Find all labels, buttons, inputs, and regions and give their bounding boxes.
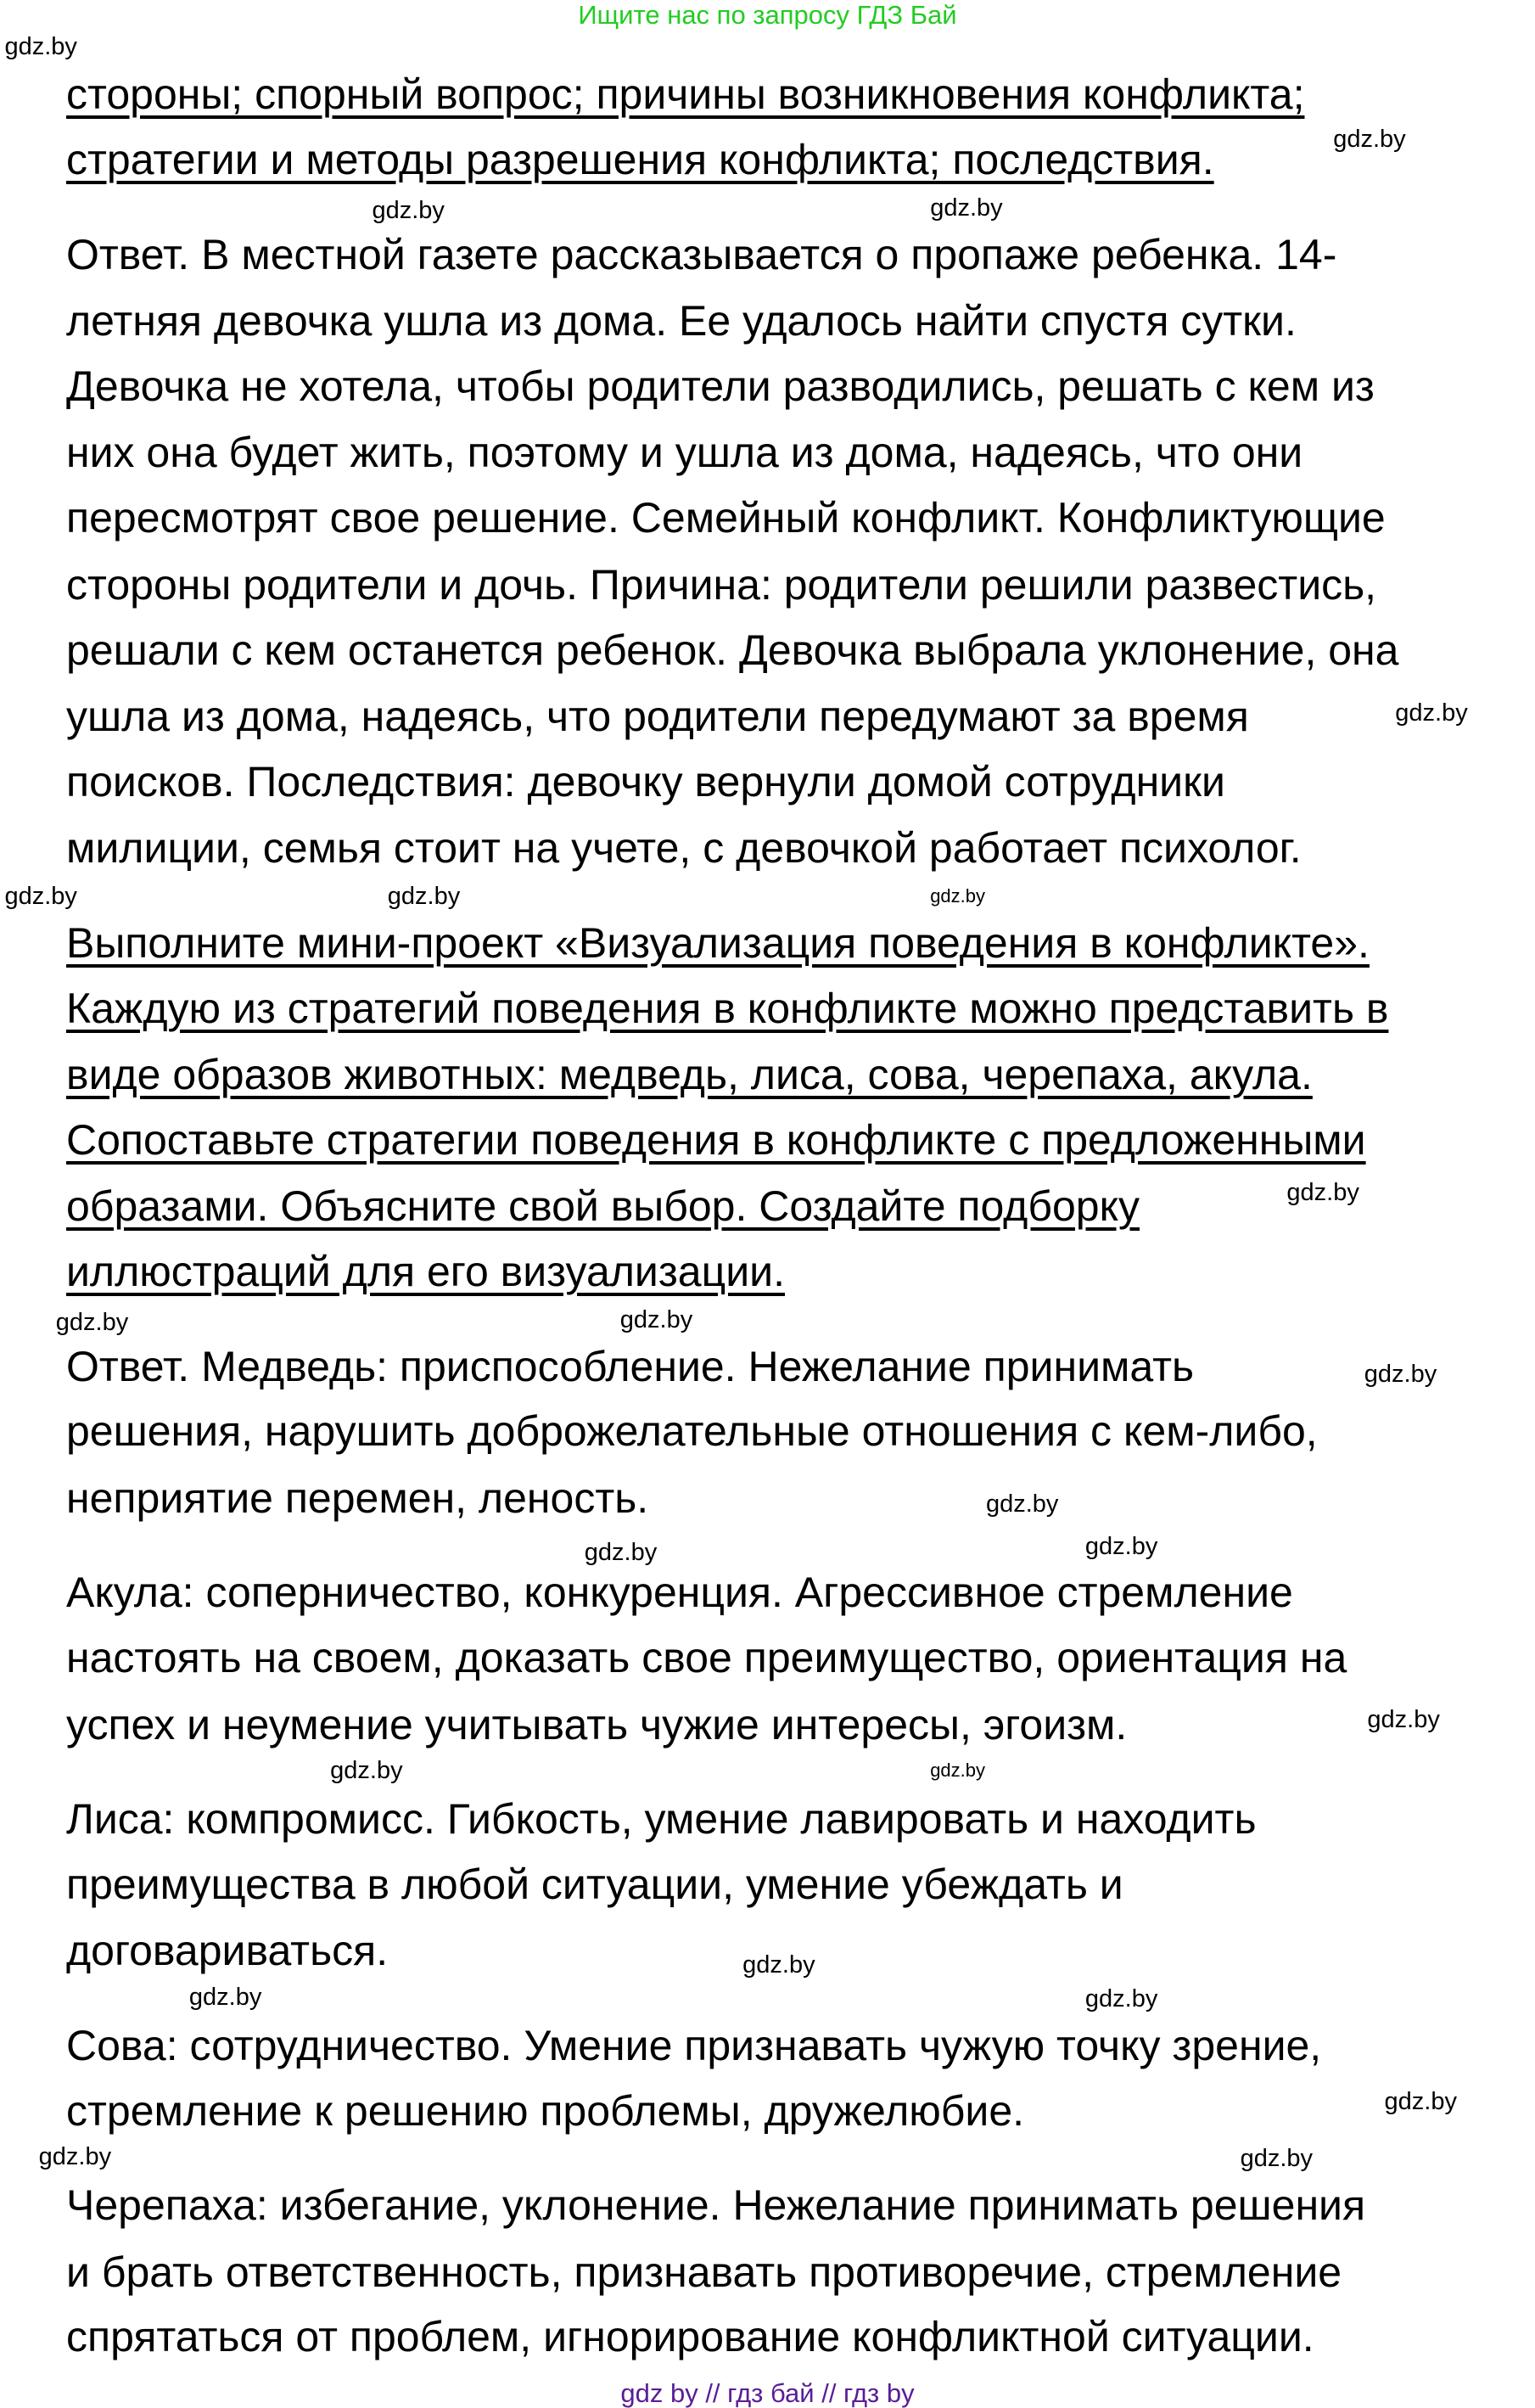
answer-text-line: Девочка не хотела, чтобы родители разводились, решать с кем из	[66, 362, 1375, 410]
answer-text-line: стороны родители и дочь. Причина: родители решили развестись,	[66, 560, 1377, 609]
answer-text-line: спрятаться от проблем, игнорирование конфликтной ситуации.	[66, 2313, 1314, 2361]
answer-text-line: и брать ответственность, признавать противоречие, стремление	[66, 2248, 1342, 2296]
watermark-text: gdz.by	[38, 2143, 112, 2171]
watermark-text: gdz.by	[1240, 2145, 1314, 2173]
task-text-line: Сопоставьте стратегии поведения в конфликте с предложенными	[66, 1115, 1366, 1164]
answer-text-line: них она будет жить, поэтому и ушла из дома, надеясь, что они	[66, 429, 1303, 477]
answer-text-line: милиции, семья стоит на учете, с девочкой работает психолог.	[66, 824, 1302, 873]
answer-text-line: Акула: соперничество, конкуренция. Агрессивное стремление	[66, 1569, 1293, 1617]
answer-text-line: решали с кем останется ребенок. Девочка выбрала уклонение, она	[66, 626, 1399, 674]
task-text-line: стратегии и методы разрешения конфликта; последствия.	[66, 136, 1214, 184]
answer-text-line: поисков. Последствия: девочку вернули домой сотрудники	[66, 757, 1225, 805]
watermark-text: gdz.by	[1395, 699, 1468, 727]
footer-links: gdz by // гдз бай // гдз by	[620, 2378, 915, 2408]
watermark-text: gdz.by	[188, 1984, 262, 2012]
answer-text-line: договариваться.	[66, 1927, 389, 1975]
watermark-text: gdz.by	[930, 194, 1003, 222]
watermark-text: gdz.by	[1084, 1532, 1158, 1560]
task-text-line: иллюстраций для его визуализации.	[66, 1248, 785, 1296]
task-text-line: виде образов животных: медведь, лиса, сова, черепаха, акула.	[66, 1051, 1313, 1099]
watermark-text: gdz.by	[1367, 1706, 1440, 1734]
watermark-text: gdz.by	[1286, 1178, 1359, 1206]
watermark-text: gdz.by	[742, 1951, 815, 1979]
answer-text-line: пересмотрят свое решение. Семейный конфликт. Конфликтующие	[66, 494, 1386, 542]
watermark-text: gdz.by	[1084, 1985, 1158, 2012]
answer-text-line: Черепаха: избегание, уклонение. Нежелание принимать решения	[66, 2181, 1366, 2229]
search-banner: Ищите нас по запросу ГДЗ Бай	[578, 0, 957, 30]
answer-text-line: настоять на своем, доказать свое преимущество, ориентация на	[66, 1634, 1347, 1682]
watermark-text: gdz.by	[619, 1305, 693, 1333]
watermark-text: gdz.by	[372, 197, 445, 225]
answer-text-line: летняя девочка ушла из дома. Ее удалось найти спустя сутки.	[66, 297, 1297, 345]
answer-text-line: решения, нарушить доброжелательные отношения с кем-либо,	[66, 1407, 1318, 1456]
answer-text-line: стремление к решению проблемы, дружелюбие.	[66, 2086, 1025, 2135]
task-text-line: образами. Объясните свой выбор. Создайте подборку	[66, 1182, 1140, 1231]
task-text-line: Каждую из стратегий поведения в конфликте можно представить в	[66, 984, 1389, 1032]
watermark-text: gdz.by	[1384, 2087, 1457, 2115]
watermark-text: gdz.by	[330, 1757, 403, 1785]
watermark-text: gdz.by	[387, 883, 461, 910]
answer-text-line: Ответ. В местной газете рассказывается о пропаже ребенка. 14-	[66, 230, 1337, 278]
answer-text-line: неприятие перемен, леность.	[66, 1473, 649, 1522]
watermark-text: gdz.by	[930, 885, 986, 907]
watermark-text: gdz.by	[1333, 126, 1406, 154]
answer-text-line: успех и неумение учитывать чужие интересы, эгоизм.	[66, 1700, 1128, 1748]
watermark-text: gdz.by	[985, 1490, 1059, 1518]
answer-text-line: Сова: сотрудничество. Умение признавать чужую точку зрение,	[66, 2021, 1322, 2069]
answer-text-line: преимущества в любой ситуации, умение убеждать и	[66, 1860, 1123, 1908]
watermark-text: gdz.by	[584, 1538, 658, 1566]
answer-text-line: Лиса: компромисс. Гибкость, умение лавировать и находить	[66, 1795, 1257, 1844]
answer-text-line: ушла из дома, надеясь, что родители передумают за время	[66, 693, 1249, 741]
answer-text-line: Ответ. Медведь: приспособление. Нежелание принимать	[66, 1342, 1195, 1390]
watermark-text: gdz.by	[4, 883, 77, 910]
task-text-line: стороны; спорный вопрос; причины возникновения конфликта;	[66, 70, 1305, 119]
watermark-text: gdz.by	[4, 32, 77, 60]
watermark-text: gdz.by	[55, 1309, 129, 1337]
watermark-text: gdz.by	[1364, 1360, 1437, 1388]
watermark-text: gdz.by	[930, 1760, 986, 1782]
task-text-line: Выполните мини-проект «Визуализация поведения в конфликте».	[66, 918, 1370, 967]
